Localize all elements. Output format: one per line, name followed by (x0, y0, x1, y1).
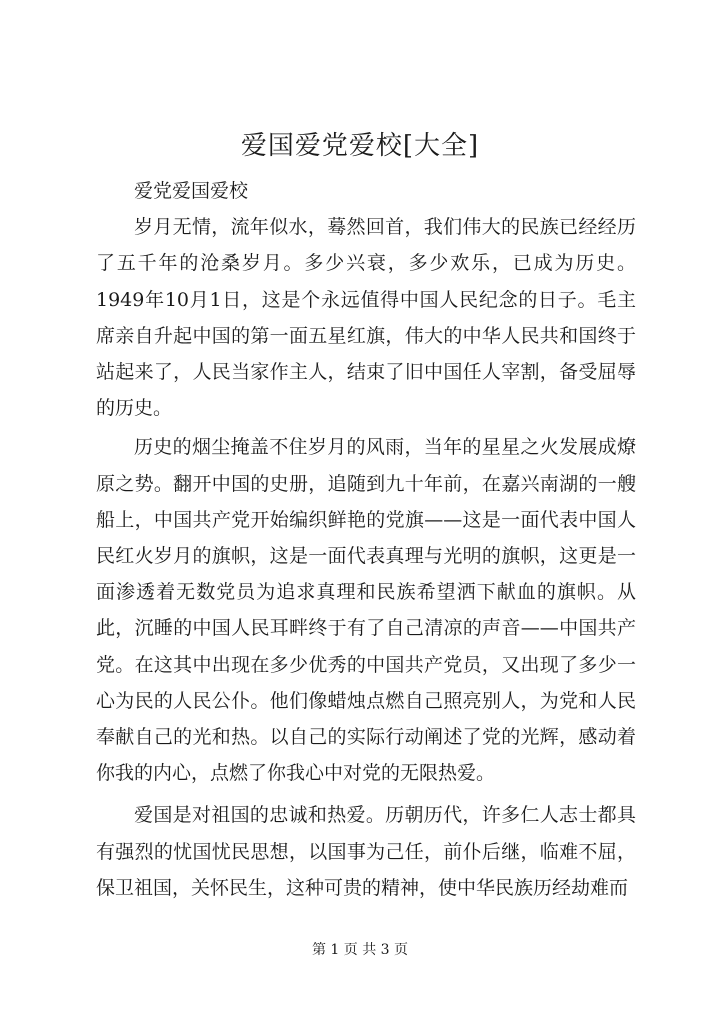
body-paragraph: 岁月无情，流年似水，蓦然回首，我们伟大的民族已经经历了五千年的沧桑岁月。多少兴衰，多少欢乐，已成为历史。1949年10月1日，这是个永远值得中国人民纪念的日子。毛主席亲自升起中国的第一面五星红旗，伟大的中华人民共和国终于站起来了，人民当家作主人，结束了旧中国任人宰割，备受屈辱的历史。 (96, 216, 636, 420)
body-paragraph: 历史的烟尘掩盖不住岁月的风雨，当年的星星之火发展成燎原之势。翻开中国的史册，追随到九十年前，在嘉兴南湖的一艘船上，中国共产党开始编织鲜艳的党旗——这是一面代表中国人民红火岁月的旗帜，这是一面代表真理与光明的旗帜，这更是一面渗透着无数党员为追求真理和民族希望洒下献血的旗帜。从此，沉睡的中国人民耳畔终于有了自己清凉的声音——中国共产党。在这其中出现在多少优秀的中国共产党员，又出现了多少一心为民的人民公仆。他们像蜡烛点燃自己照亮别人，为党和人民奉献自己的光和热。以自己的实际行动阐述了党的光辉，感动着你我的内心，点燃了你我心中对党的无限热爱。 (96, 436, 636, 785)
body-paragraph: 爱国是对祖国的忠诚和热爱。历朝历代，许多仁人志士都具有强烈的忧国忧民思想，以国事为己任，前仆后继，临难不屈，保卫祖国，关怀民生，这种可贵的精神，使中华民族历经劫难而 (96, 804, 636, 899)
document-body (96, 173, 636, 906)
page-footer: 第 1 页 共 3 页 (311, 942, 409, 958)
page-title: 爱国爱党爱校[大全] (240, 131, 480, 161)
subtitle-paragraph: 爱党爱国爱校 (134, 180, 249, 202)
